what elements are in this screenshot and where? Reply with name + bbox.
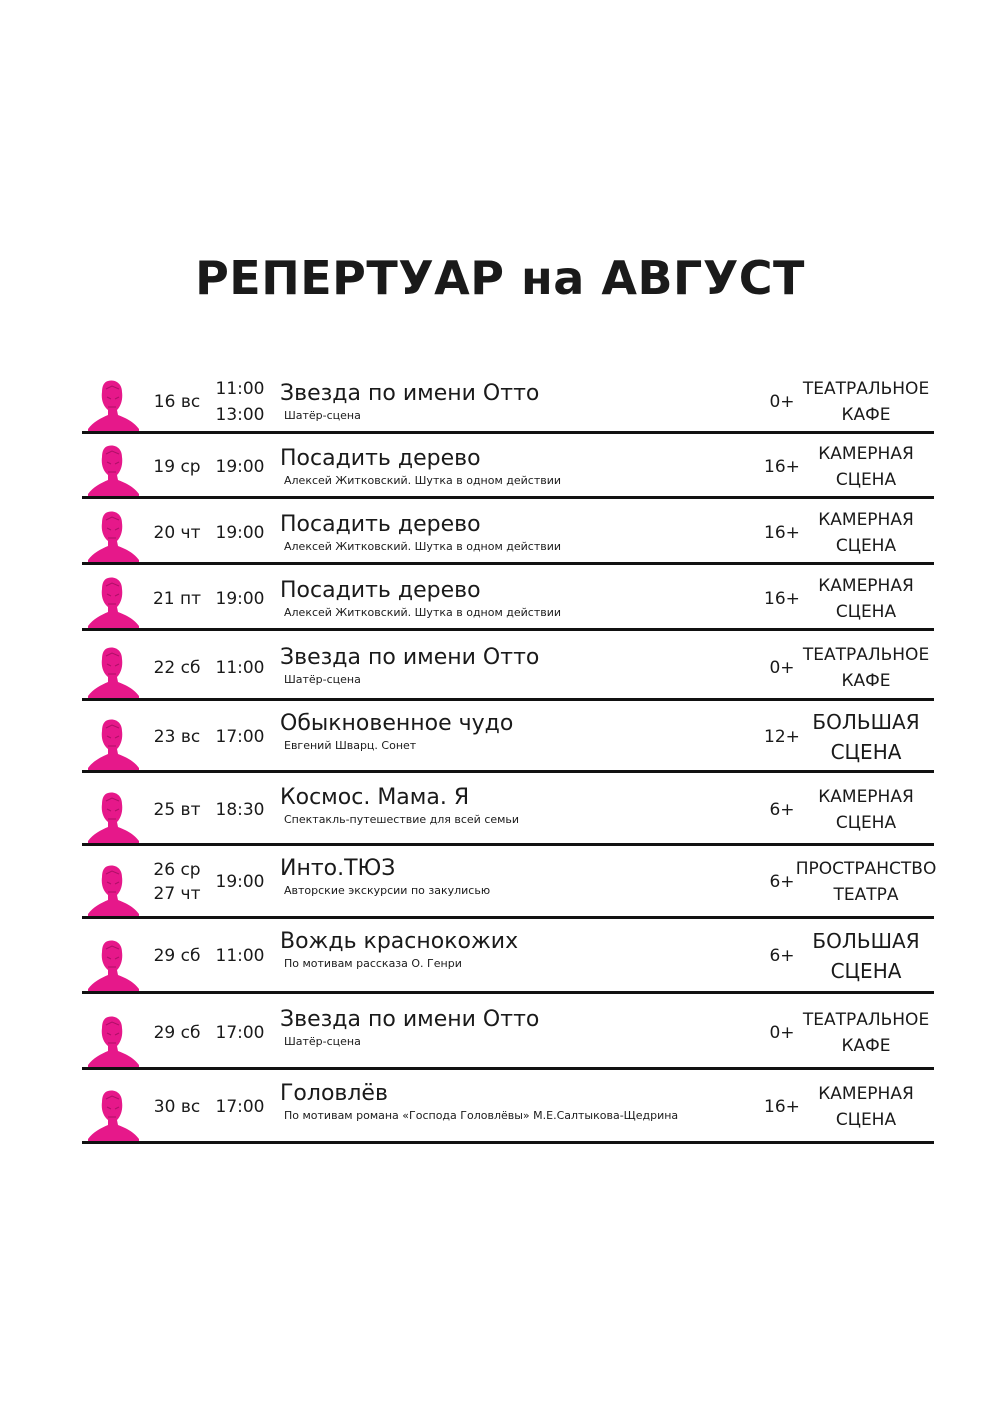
event-venue-line: ТЕАТРАЛЬНОЕ (802, 379, 930, 399)
event-subtitle: Шатёр-сцена (284, 1035, 361, 1048)
pink-bust-icon (86, 442, 140, 496)
event-date (146, 851, 208, 913)
event-venue (798, 1002, 934, 1064)
age-rating: 6+ (769, 872, 795, 892)
event-times (212, 507, 268, 559)
event-title: Вождь краснокожих (280, 929, 519, 954)
pink-bust-icon (86, 937, 140, 991)
event-times (212, 1076, 268, 1138)
schedule-row (82, 851, 937, 919)
event-date-line: 30 вс (153, 1097, 201, 1117)
event-times (212, 780, 268, 840)
pink-bust-icon-graphic (86, 789, 140, 843)
pink-bust-icon (86, 1087, 140, 1141)
event-time: 17:00 (215, 1097, 265, 1117)
event-venue-line: БОЛЬШАЯ (812, 929, 920, 953)
event-date-line: 21 пт (152, 589, 202, 609)
pink-bust-icon (86, 789, 140, 843)
schedule-row (82, 376, 934, 434)
event-subtitle: Спектакль-путешествие для всей семьи (284, 813, 520, 826)
event-time: 17:00 (215, 726, 265, 747)
event-venue (798, 507, 934, 559)
event-date (146, 1002, 208, 1064)
event-title: Головлёв (280, 1081, 388, 1106)
event-subtitle: Алексей Житковский. Шутка в одном действии (284, 474, 562, 487)
schedule-row (82, 1002, 934, 1070)
event-subtitle: Алексей Житковский. Шутка в одном действии (284, 540, 562, 553)
event-times (212, 924, 268, 988)
event-date-line: 29 сб (153, 1023, 201, 1043)
age-rating: 0+ (769, 657, 795, 678)
event-time: 19:00 (215, 457, 265, 477)
event-date-line: 27 чт (153, 884, 201, 904)
event-time: 11:00 (215, 379, 265, 399)
event-venue-line: КАМЕРНАЯ (818, 576, 914, 596)
age-rating: 6+ (769, 946, 795, 966)
event-title: Космос. Мама. Я (280, 785, 470, 810)
event-info (280, 376, 750, 428)
event-date (146, 640, 208, 695)
event-date (146, 706, 208, 767)
age-rating: 0+ (769, 392, 795, 412)
event-times (212, 573, 268, 625)
event-date-line: 16 вс (153, 392, 201, 412)
event-time: 11:00 (215, 657, 265, 678)
pink-bust-icon-graphic (86, 508, 140, 562)
event-title: Посадить дерево (280, 446, 481, 471)
event-times (212, 376, 268, 428)
event-subtitle: Шатёр-сцена (284, 409, 361, 422)
event-info (280, 924, 750, 988)
event-title: Обыкновенное чудо (280, 711, 514, 736)
event-subtitle: Шатёр-сцена (284, 673, 361, 686)
pink-bust-icon (86, 574, 140, 628)
event-venue-line: ТЕАТРАЛЬНОЕ (802, 1010, 930, 1030)
event-info (280, 573, 750, 625)
event-venue-line: СЦЕНА (835, 602, 897, 622)
event-venue-line: ТЕАТРА (833, 885, 899, 905)
event-info (280, 507, 750, 559)
event-venue-line: БОЛЬШАЯ (812, 709, 920, 734)
age-rating: 16+ (764, 457, 800, 477)
event-date-line: 22 сб (153, 657, 201, 678)
event-date-line: 26 ср (153, 860, 201, 880)
event-title: Звезда по имени Отто (280, 381, 540, 406)
event-time: 13:00 (215, 405, 265, 425)
event-title: Инто.ТЮЗ (280, 856, 396, 881)
event-venue (798, 924, 934, 988)
age-rating: 0+ (769, 1023, 795, 1043)
event-date (146, 573, 208, 625)
event-info (280, 640, 750, 695)
pink-bust-icon (86, 862, 140, 916)
age-rating: 12+ (764, 726, 800, 747)
event-venue-line: ПРОСТРАНСТВО (795, 859, 937, 879)
schedule-row (82, 924, 934, 994)
event-date-line: 23 вс (153, 726, 201, 747)
event-date (146, 780, 208, 840)
event-info (280, 1002, 750, 1064)
event-time: 19:00 (215, 523, 265, 543)
age-rating: 6+ (769, 800, 795, 820)
event-venue (798, 780, 934, 840)
pink-bust-icon-graphic (86, 716, 140, 770)
pink-bust-icon-graphic (86, 377, 140, 431)
event-date (146, 1076, 208, 1138)
event-venue-line: СЦЕНА (835, 1110, 897, 1130)
event-title: Посадить дерево (280, 578, 481, 603)
event-title: Посадить дерево (280, 512, 481, 537)
pink-bust-icon (86, 508, 140, 562)
event-subtitle: Алексей Житковский. Шутка в одном действии (284, 606, 562, 619)
event-venue-line: КАМЕРНАЯ (818, 510, 914, 530)
event-venue-line: СЦЕНА (830, 959, 902, 983)
event-info (280, 441, 750, 493)
event-date (146, 924, 208, 988)
pink-bust-icon (86, 377, 140, 431)
event-time: 19:00 (215, 872, 265, 892)
event-venue-line: СЦЕНА (835, 813, 897, 833)
event-info (280, 706, 750, 767)
event-info (280, 780, 750, 840)
age-rating: 16+ (764, 589, 800, 609)
pink-bust-icon (86, 644, 140, 698)
pink-bust-icon-graphic (86, 574, 140, 628)
event-venue-line: КАФЕ (841, 1036, 891, 1056)
event-date-line: 20 чт (153, 523, 201, 543)
event-venue-line: СЦЕНА (830, 739, 902, 764)
event-date-line: 19 ср (153, 457, 201, 477)
event-date (146, 441, 208, 493)
event-time: 17:00 (215, 1023, 265, 1043)
event-venue (798, 573, 934, 625)
event-info (280, 1076, 750, 1138)
event-date (146, 507, 208, 559)
age-rating: 16+ (764, 523, 800, 543)
event-subtitle: Евгений Шварц. Сонет (284, 739, 417, 752)
event-venue (795, 851, 937, 913)
event-info (280, 851, 750, 913)
event-date-line: 25 вт (153, 800, 201, 820)
schedule-row (82, 441, 934, 499)
pink-bust-icon-graphic (86, 442, 140, 496)
pink-bust-icon-graphic (86, 937, 140, 991)
event-times (212, 441, 268, 493)
pink-bust-icon-graphic (86, 862, 140, 916)
event-title: Звезда по имени Отто (280, 1007, 540, 1032)
event-times (212, 851, 268, 913)
event-time: 19:00 (215, 589, 265, 609)
event-venue (798, 441, 934, 493)
event-time: 11:00 (215, 946, 265, 966)
event-times (212, 1002, 268, 1064)
event-date (146, 376, 208, 428)
age-rating: 16+ (764, 1097, 800, 1117)
schedule-row (82, 780, 934, 846)
schedule-row (82, 706, 934, 773)
schedule-row (82, 640, 934, 701)
pink-bust-icon-graphic (86, 1013, 140, 1067)
pink-bust-icon (86, 1013, 140, 1067)
event-venue-line: КАМЕРНАЯ (818, 1084, 914, 1104)
pink-bust-icon (86, 716, 140, 770)
schedule-row (82, 573, 934, 631)
page-title: РЕПЕРТУАР на АВГУСТ (195, 251, 805, 305)
event-venue (798, 1076, 934, 1138)
pink-bust-icon-graphic (86, 644, 140, 698)
event-venue (798, 376, 934, 428)
event-title: Звезда по имени Отто (280, 645, 540, 670)
event-venue (798, 640, 934, 695)
event-venue-line: КАФЕ (841, 405, 891, 425)
schedule-row (82, 1076, 934, 1144)
event-venue-line: КАФЕ (841, 670, 891, 691)
event-venue-line: КАМЕРНАЯ (818, 444, 914, 464)
event-times (212, 706, 268, 767)
event-subtitle: По мотивам романа «Господа Головлёвы» М.Е.Салтыкова-Щедрина (284, 1109, 679, 1122)
event-venue (798, 706, 934, 767)
schedule-row (82, 507, 934, 565)
event-venue-line: ТЕАТРАЛЬНОЕ (802, 644, 930, 665)
event-venue-line: КАМЕРНАЯ (818, 787, 914, 807)
event-subtitle: Авторские экскурсии по закулисью (284, 884, 491, 897)
event-subtitle: По мотивам рассказа О. Генри (284, 957, 462, 970)
event-date-line: 29 сб (153, 946, 201, 966)
event-time: 18:30 (215, 800, 265, 820)
event-venue-line: СЦЕНА (835, 536, 897, 556)
event-times (212, 640, 268, 695)
event-venue-line: СЦЕНА (835, 470, 897, 490)
pink-bust-icon-graphic (86, 1087, 140, 1141)
